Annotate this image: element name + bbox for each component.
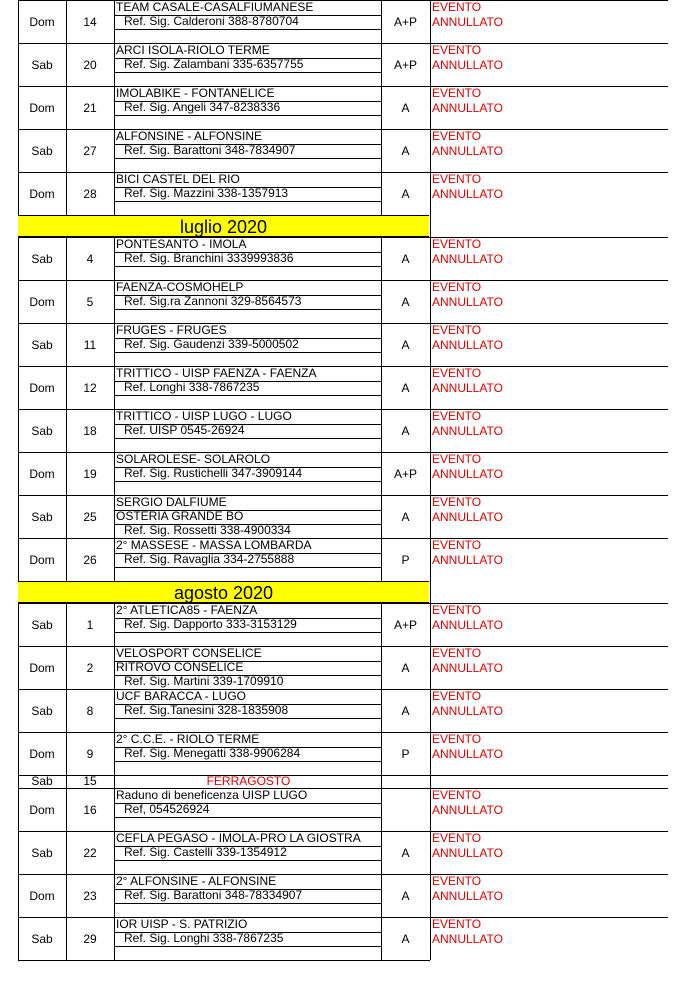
row-divider <box>18 732 430 733</box>
event-detail: Ref. UISP 0545-26924 <box>124 423 245 437</box>
event-status: ANNULLATO <box>432 747 503 761</box>
row-divider <box>430 323 668 324</box>
row-divider <box>114 618 381 619</box>
row-divider <box>18 831 430 832</box>
row-divider <box>18 86 430 87</box>
row-divider <box>114 846 381 847</box>
column-divider <box>114 603 115 960</box>
row-divider <box>114 252 381 253</box>
row-divider <box>114 309 381 310</box>
column-divider <box>18 603 19 960</box>
row-divider <box>430 43 668 44</box>
event-organizer: 2° ATLETICA85 - FAENZA <box>116 603 258 617</box>
event-detail: Ref. Sig.ra Zannoni 329-8564573 <box>124 294 302 308</box>
row-divider <box>18 452 430 453</box>
event-date: 8 <box>86 703 94 718</box>
event-type-code: A <box>401 703 410 718</box>
event-day: Sab <box>31 509 53 524</box>
row-divider <box>114 803 381 804</box>
row-divider <box>430 603 668 604</box>
event-date: 1 <box>86 617 94 632</box>
event-organizer: SERGIO DALFIUME <box>116 495 227 509</box>
event-type-code: A <box>401 660 410 675</box>
event-status: EVENTO <box>432 495 482 509</box>
event-detail: Ref, 054526924 <box>124 802 210 816</box>
row-divider <box>18 323 430 324</box>
event-date: 19 <box>83 466 97 481</box>
event-type-code: A <box>401 337 410 352</box>
event-date: 12 <box>83 380 97 395</box>
row-divider <box>114 632 381 633</box>
row-divider <box>18 788 430 789</box>
row-divider <box>18 646 430 647</box>
column-divider <box>381 0 382 215</box>
column-divider <box>381 237 382 581</box>
event-status: EVENTO <box>432 0 482 14</box>
event-day: Sab <box>31 845 53 860</box>
row-divider <box>430 86 668 87</box>
row-divider <box>114 761 381 762</box>
event-organizer: FRUGES - FRUGES <box>116 323 227 337</box>
event-type-code: A <box>401 380 410 395</box>
event-day: Dom <box>29 14 55 29</box>
column-divider <box>114 237 115 581</box>
holiday-label: FERRAGOSTO <box>206 774 291 788</box>
event-date: 2 <box>86 660 94 675</box>
event-status: EVENTO <box>432 237 482 251</box>
row-divider <box>430 366 668 367</box>
event-status: ANNULLATO <box>432 704 503 718</box>
row-divider <box>114 860 381 861</box>
row-divider <box>18 0 430 1</box>
event-type-code: A+P <box>393 617 417 632</box>
event-detail: Ref. Sig. Dapporto 333-3153129 <box>124 617 297 631</box>
event-detail: Ref. Sig. Angeli 347-8238336 <box>124 100 281 114</box>
event-organizer: CEFLA PEGASO - IMOLA-PRO LA GIOSTRA <box>116 831 361 845</box>
row-divider <box>430 831 668 832</box>
row-divider <box>114 144 381 145</box>
event-status: ANNULLATO <box>432 467 503 481</box>
event-day: Sab <box>31 931 53 946</box>
row-divider <box>114 29 381 30</box>
event-status: EVENTO <box>432 874 482 888</box>
row-divider <box>18 603 430 604</box>
row-divider <box>430 874 668 875</box>
event-date: 15 <box>83 774 97 788</box>
event-detail: Ref. Sig. Zalambani 335-6357755 <box>124 57 304 71</box>
event-status: ANNULLATO <box>432 661 503 675</box>
row-divider <box>114 72 381 73</box>
row-divider <box>18 775 668 776</box>
event-type-code: A <box>401 186 410 201</box>
event-day: Dom <box>29 466 55 481</box>
event-date: 5 <box>86 294 94 309</box>
event-status: ANNULLATO <box>432 381 503 395</box>
row-divider <box>114 338 381 339</box>
column-divider <box>381 603 382 960</box>
event-date: 22 <box>83 845 97 860</box>
row-divider <box>114 295 381 296</box>
row-divider <box>18 960 430 961</box>
event-status: ANNULLATO <box>432 424 503 438</box>
row-divider <box>430 129 668 130</box>
event-organizer: IMOLABIKE - FONTANELICE <box>116 86 275 100</box>
event-date: 20 <box>83 57 97 72</box>
event-status: EVENTO <box>432 129 482 143</box>
row-divider <box>114 158 381 159</box>
row-divider <box>430 689 668 690</box>
event-type-code: A <box>401 423 410 438</box>
event-status: EVENTO <box>432 366 482 380</box>
row-divider <box>114 675 381 676</box>
row-divider <box>18 43 430 44</box>
event-date: 23 <box>83 888 97 903</box>
row-divider <box>114 15 381 16</box>
row-divider <box>18 495 430 496</box>
event-organizer: 2° MASSESE - MASSA LOMBARDA <box>116 538 312 552</box>
row-divider <box>114 481 381 482</box>
row-divider <box>114 704 381 705</box>
row-divider <box>18 172 430 173</box>
event-status: ANNULLATO <box>432 144 503 158</box>
event-day: Sab <box>31 617 53 632</box>
row-divider <box>114 946 381 947</box>
row-divider <box>114 524 381 525</box>
column-divider <box>66 237 67 581</box>
event-type-code: A <box>401 100 410 115</box>
event-day: Dom <box>29 552 55 567</box>
column-divider <box>114 0 115 215</box>
event-detail: OSTERIA GRANDE BO <box>116 509 244 523</box>
event-detail: Ref. Sig. Longhi 338-7867235 <box>124 931 284 945</box>
event-detail: Ref. Sig. Castelli 339-1354912 <box>124 845 287 859</box>
event-organizer: TRITTICO - UISP FAENZA - FAENZA <box>116 366 317 380</box>
row-divider <box>430 495 668 496</box>
event-type-code: A <box>401 294 410 309</box>
row-divider <box>430 452 668 453</box>
event-detail: RITROVO CONSELICE <box>116 660 244 674</box>
column-divider <box>430 0 431 960</box>
event-status: ANNULLATO <box>432 846 503 860</box>
row-divider <box>114 58 381 59</box>
row-divider <box>430 280 668 281</box>
event-date: 21 <box>83 100 97 115</box>
event-status: EVENTO <box>432 409 482 423</box>
month-header: agosto 2020 <box>18 581 429 603</box>
event-day: Dom <box>29 660 55 675</box>
row-divider <box>114 352 381 353</box>
event-date: 11 <box>83 337 97 352</box>
event-organizer: UCF BARACCA - LUGO <box>116 689 247 703</box>
event-day: Dom <box>29 294 55 309</box>
row-divider <box>114 817 381 818</box>
event-organizer: FAENZA-COSMOHELP <box>116 280 244 294</box>
event-status: ANNULLATO <box>432 803 503 817</box>
event-detail: Ref. Sig. Branchini 3339993836 <box>124 251 294 265</box>
event-day: Sab <box>31 703 53 718</box>
event-status: EVENTO <box>432 86 482 100</box>
event-detail: Ref. Sig. Barattoni 348-7834907 <box>124 143 296 157</box>
event-day: Dom <box>29 746 55 761</box>
event-organizer: BICI CASTEL DEL RIO <box>116 172 240 186</box>
event-status: ANNULLATO <box>432 510 503 524</box>
event-status: EVENTO <box>432 43 482 57</box>
event-detail: Ref. Sig. Gaudenzi 339-5000502 <box>124 337 299 351</box>
event-status: ANNULLATO <box>432 932 503 946</box>
event-date: 28 <box>83 186 97 201</box>
row-divider <box>114 932 381 933</box>
event-detail: Ref. Sig.Tanesini 328-1835908 <box>124 703 289 717</box>
row-divider <box>114 438 381 439</box>
event-organizer: TEAM CASALE-CASALFIUMANESE <box>116 0 314 14</box>
event-organizer: ALFONSINE - ALFONSINE <box>116 129 263 143</box>
event-organizer: TRITTICO - UISP LUGO - LUGO <box>116 409 292 423</box>
row-divider <box>18 917 430 918</box>
row-divider <box>114 395 381 396</box>
event-status: ANNULLATO <box>432 889 503 903</box>
row-divider <box>114 510 381 511</box>
row-divider <box>114 467 381 468</box>
event-status: EVENTO <box>432 732 482 746</box>
event-detail: Ref. Sig. Martini 339-1709910 <box>124 674 284 688</box>
event-date: 14 <box>83 14 97 29</box>
event-date: 29 <box>83 931 97 946</box>
event-status: EVENTO <box>432 788 482 802</box>
event-status: ANNULLATO <box>432 15 503 29</box>
row-divider <box>18 237 430 238</box>
row-divider <box>114 553 381 554</box>
row-divider <box>114 718 381 719</box>
event-organizer: 2° C.C.E. - RIOLO TERME <box>116 732 260 746</box>
event-organizer: IOR UISP - S. PATRIZIO <box>116 917 248 931</box>
row-divider <box>114 747 381 748</box>
event-status: EVENTO <box>432 452 482 466</box>
event-day: Sab <box>31 57 53 72</box>
row-divider <box>430 237 668 238</box>
row-divider <box>430 0 668 1</box>
row-divider <box>18 409 430 410</box>
row-divider <box>114 903 381 904</box>
event-organizer: PONTESANTO - IMOLA <box>116 237 247 251</box>
event-type-code: A+P <box>393 57 417 72</box>
event-date: 26 <box>83 552 97 567</box>
event-type-code: A+P <box>393 466 417 481</box>
month-header: luglio 2020 <box>18 215 429 237</box>
row-divider <box>18 366 430 367</box>
row-divider <box>114 661 381 662</box>
event-organizer: VELOSPORT CONSELICE <box>116 646 262 660</box>
column-divider <box>66 0 67 215</box>
column-divider <box>18 237 19 581</box>
event-organizer: Raduno di beneficenza UISP LUGO <box>116 788 308 802</box>
event-status: EVENTO <box>432 172 482 186</box>
event-day: Sab <box>31 251 53 266</box>
event-status: ANNULLATO <box>432 553 503 567</box>
event-organizer: SOLAROLESE- SOLAROLO <box>116 452 271 466</box>
row-divider <box>18 538 430 539</box>
row-divider <box>18 129 430 130</box>
event-date: 16 <box>83 802 97 817</box>
event-status: ANNULLATO <box>432 338 503 352</box>
event-date: 25 <box>83 509 97 524</box>
event-status: EVENTO <box>432 917 482 931</box>
row-divider <box>114 187 381 188</box>
event-status: EVENTO <box>432 280 482 294</box>
event-date: 9 <box>86 746 94 761</box>
event-type-code: A <box>401 251 410 266</box>
event-day: Dom <box>29 802 55 817</box>
event-day: Dom <box>29 888 55 903</box>
column-divider <box>18 0 19 215</box>
event-organizer: 2° ALFONSINE - ALFONSINE <box>116 874 277 888</box>
event-status: EVENTO <box>432 689 482 703</box>
event-date: 18 <box>83 423 97 438</box>
row-divider <box>114 115 381 116</box>
row-divider <box>114 101 381 102</box>
event-detail: Ref. Sig. Rustichelli 347-3909144 <box>124 466 303 480</box>
row-divider <box>430 538 668 539</box>
event-type-code: A <box>401 888 410 903</box>
event-date: 4 <box>86 251 94 266</box>
event-day: Dom <box>29 186 55 201</box>
row-divider <box>430 788 668 789</box>
event-type-code: P <box>401 552 410 567</box>
event-day: Sab <box>31 143 53 158</box>
event-detail: Ref. Sig. Mazzini 338-1357913 <box>124 186 289 200</box>
event-detail: Ref. Sig. Barattoni 348-78334907 <box>124 888 303 902</box>
event-status: EVENTO <box>432 323 482 337</box>
row-divider <box>18 280 430 281</box>
row-divider <box>18 874 430 875</box>
event-date: 27 <box>83 143 97 158</box>
row-divider <box>430 646 668 647</box>
event-type-code: A+P <box>393 14 417 29</box>
event-type-code: A <box>401 143 410 158</box>
event-day: Sab <box>31 774 53 788</box>
event-detail: Ref. Longhi 338-7867235 <box>124 380 260 394</box>
event-status: EVENTO <box>432 538 482 552</box>
event-detail: Ref. Sig. Menegatti 338-9906284 <box>124 746 301 760</box>
event-day: Sab <box>31 423 53 438</box>
event-status: ANNULLATO <box>432 58 503 72</box>
event-status: ANNULLATO <box>432 295 503 309</box>
row-divider <box>114 266 381 267</box>
row-divider <box>430 732 668 733</box>
event-status: ANNULLATO <box>432 187 503 201</box>
event-type-code: A <box>401 931 410 946</box>
event-status: ANNULLATO <box>432 101 503 115</box>
event-status: EVENTO <box>432 603 482 617</box>
row-divider <box>430 917 668 918</box>
event-detail: Ref. Sig. Ravaglia 334-2755888 <box>124 552 295 566</box>
row-divider <box>114 889 381 890</box>
column-divider <box>66 603 67 960</box>
event-type-code: A <box>401 509 410 524</box>
row-divider <box>114 381 381 382</box>
event-status: ANNULLATO <box>432 618 503 632</box>
event-detail: Ref. Sig. Calderoni 388-8780704 <box>124 14 299 28</box>
row-divider <box>430 172 668 173</box>
event-type-code: P <box>401 746 410 761</box>
event-status: EVENTO <box>432 831 482 845</box>
event-day: Dom <box>29 100 55 115</box>
event-day: Dom <box>29 380 55 395</box>
event-type-code: A <box>401 845 410 860</box>
event-status: ANNULLATO <box>432 252 503 266</box>
event-day: Sab <box>31 337 53 352</box>
row-divider <box>114 201 381 202</box>
row-divider <box>114 424 381 425</box>
row-divider <box>430 409 668 410</box>
row-divider <box>18 689 430 690</box>
event-status: EVENTO <box>432 646 482 660</box>
event-detail: Ref. Sig. Rossetti 338-4900334 <box>124 523 291 537</box>
event-organizer: ARCI ISOLA-RIOLO TERME <box>116 43 270 57</box>
row-divider <box>114 567 381 568</box>
